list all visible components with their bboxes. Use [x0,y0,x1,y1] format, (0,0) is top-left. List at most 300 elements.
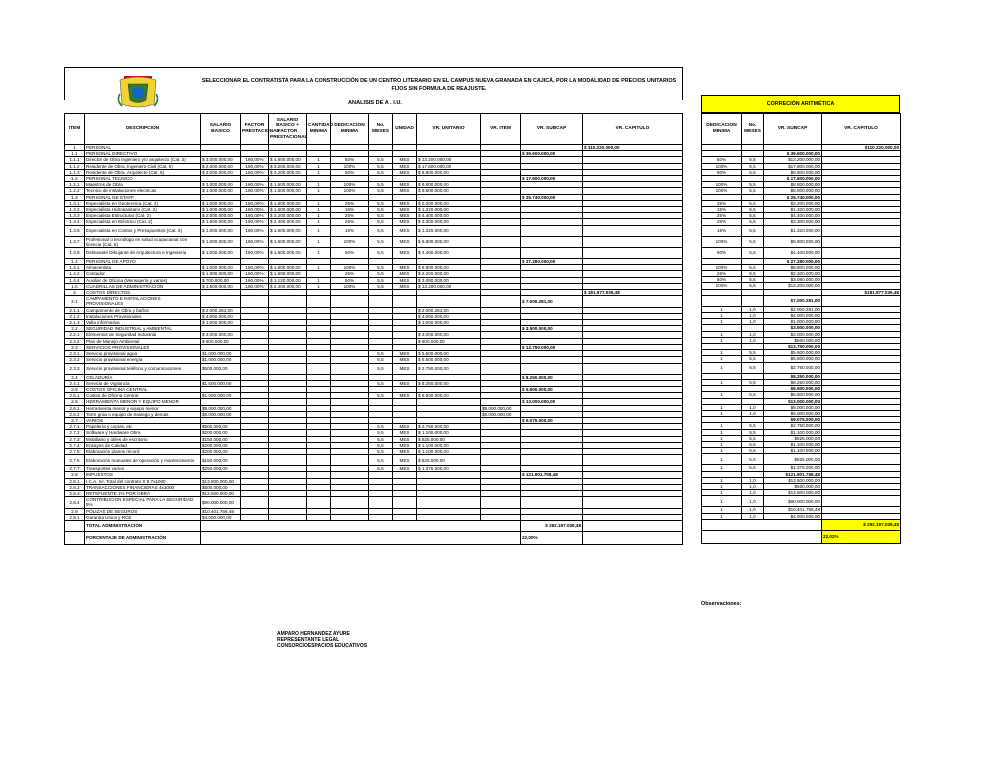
cell-c_capitulo: $181.977.039,48 [822,289,901,295]
cell-meses: 5,5 [369,188,393,194]
cell-sbf: $ 1.600.000,00 [269,207,307,213]
cell-c_meses: 5,5 [742,448,764,454]
cell-item: 1.1.1 [65,157,85,163]
cell-c_subcap: $8.800.000,00 [764,264,822,270]
cell-factor: 160,00% [241,225,269,236]
cell-item: 1.5 [65,283,85,289]
cell-unidad: MES [393,363,417,374]
corr-col-ded: DEDICACION MINIMA [702,114,742,145]
cell-subcap: $ 3.500.000,00 [521,326,583,332]
cell-item: 2.2.1 [65,332,85,338]
table-body [65,145,683,521]
cell-c_subcap: $3.500.000,00 [764,325,822,331]
cell-salario: $ 2.000.000,00 [201,169,241,175]
cell-salario: $ 1.000.000,00 [201,225,241,236]
cell-subcap: $ 27.280.000,00 [521,259,583,265]
cell-c_ded: 1 [702,356,742,362]
cell-unidad: MES [393,236,417,247]
correction-header-row [702,114,901,145]
cell-c_meses: 5,5 [742,169,764,175]
cell-salario: $ 1.000.000,00 [201,207,241,213]
cell-c_subcap: $1.320.000,00 [764,207,822,213]
cell-salario: $ 500.000,00 [201,338,241,344]
cell-sbf: $ 1.600.000,00 [269,236,307,247]
cell-desc: Tecnico de instalaciones electricas [85,188,201,194]
cell-c_meses: 5,5 [742,441,764,447]
cell-c_meses: 5,5 [742,271,764,277]
cell-c_subcap: $8.800.000,00 [764,169,822,175]
col-item: ITEM [65,114,85,145]
cell-vunit: $ 1.100.000,00 [417,442,481,448]
cell-subcap: $ 8.250.000,00 [521,374,583,380]
cell-item: 1.1.2 [65,163,85,169]
cell-factor: 160,00% [241,265,269,271]
cell-c_meses: 5,5 [742,362,764,373]
cell-sbf: $ 4.800.000,00 [269,157,307,163]
cell-c_ded: 1 [702,429,742,435]
cell-c_ded: 50% [702,157,742,163]
cell-item: 2.8.2 [65,484,85,490]
cell-factor: 160,00% [241,248,269,259]
cell-desc: PÓLIZAS DE SEGUROS [85,508,201,514]
cell-c_subcap: $ 27.280.000,00 [764,258,822,264]
cell-unidad: MES [393,357,417,363]
cell-c_subcap: $1.100.000,00 [764,448,822,454]
cell-unidad: MES [393,271,417,277]
cell-c_ded: 1 [702,410,742,416]
cell-c_subcap: $1.320.000,00 [764,225,822,236]
cell-vitem [481,296,521,307]
observations-label: Observaciones: [701,601,742,607]
cell-salario: $500.000,00 [201,484,241,490]
cell-item: 2.8.3 [65,490,85,496]
percentage-value: 22,00% [521,531,583,544]
cell-meses: 5,5 [369,225,393,236]
cell-meses: 5,5 [369,236,393,247]
cell-unidad [393,497,417,508]
cell-meses: 5,5 [369,380,393,386]
cell-factor [241,363,269,374]
cell-ded: 50% [331,157,369,163]
cell-c_ded: 1 [702,507,742,513]
cell-item: 1.3.4 [65,219,85,225]
cell-subcap [521,236,583,247]
cell-vunit: $ 5.500.000,00 [417,393,481,399]
cell-salario: $ 1.000.000,00 [201,236,241,247]
percentage-label: PORCENTAJE DE ADMINISTRACIÓN [85,531,201,544]
cell-vunit: $ 1.000.000,00 [417,320,481,326]
cell-vunit: $ 1.100.000,00 [417,430,481,436]
cell-salario: $200.000,00 [201,448,241,454]
cell-unidad: MES [393,466,417,472]
cell-desc: Auxiliar de Oficina (Mensajería y varios) [85,277,201,283]
cell-desc: Contador [85,271,201,277]
cell-ded: 100% [331,182,369,188]
cell-desc: CELADURÍA [85,374,201,380]
cell-salario: $4.000.000,00 [201,514,241,520]
cell-meses: 5,5 [369,283,393,289]
cell-c_subcap: $8.800.000,00 [764,236,822,247]
cell-desc: CUADRILLAS DE ADMINISTRACIÓN [85,283,201,289]
cell-unidad: MES [393,219,417,225]
cell-c_ded: 1 [702,362,742,373]
cell-vunit: $ 3.300.000,00 [417,219,481,225]
cell-salario: $ 1.500.000,00 [201,283,241,289]
cell-c_capitulo [822,454,901,465]
cell-vunit: $ 4.400.000,00 [417,213,481,219]
cell-subcap [521,497,583,508]
cell-desc: Servicio provisional agua [85,351,201,357]
col-desc: DESCRIPCION [85,114,201,145]
cell-c_subcap: $4.000.000,00 [764,313,822,319]
cell-c_meses: 5,5 [742,454,764,465]
cell-ded: 100% [331,236,369,247]
cell-item: 2.1.1 [65,307,85,313]
cell-c_meses: 5,5 [742,188,764,194]
cell-item: 2.4 [65,374,85,380]
cell-c_subcap: $1.375.000,00 [764,465,822,471]
cell-vunit: $ 1.100.000,00 [417,448,481,454]
cell-item: 1.3.6 [65,225,85,236]
cell-c_ded: 50% [702,169,742,175]
cell-vunit: $ 3.080.000,00 [417,277,481,283]
cell-c_ded: 1 [702,513,742,519]
corr-col-meses: No. MESES [742,114,764,145]
cell-c_ded: 1 [702,337,742,343]
cell-unidad: MES [393,188,417,194]
cell-c_meses: 5,5 [742,207,764,213]
cell-c_ded: 25% [702,219,742,225]
cell-meses: 5,5 [369,351,393,357]
cell-c_ded: 50% [702,247,742,258]
cell-c_subcap: $13.200.000,00 [764,283,822,289]
cell-c_meses: 5,5 [742,435,764,441]
cell-ded: 50% [331,248,369,259]
correction-percentage-value: 22,02% [822,530,901,543]
cell-unidad: MES [393,448,417,454]
cell-meses: 5,5 [369,363,393,374]
cell-unidad: MES [393,182,417,188]
cell-vunit: $ 2.750.000,00 [417,424,481,430]
cell-c_meses: 1,0 [742,313,764,319]
correction-row [702,225,901,236]
cell-desc: Campamento de Obra y baños [85,307,201,313]
cell-c_meses: 1,0 [742,306,764,312]
cell-capitulo [583,248,683,259]
cell-factor: 160,00% [241,219,269,225]
cell-salario: $ 4.000.000,00 [201,313,241,319]
cell-item: 2.8.1 [65,478,85,484]
cell-c_subcap: $2.200.000,00 [764,200,822,206]
cell-c_meses: 1,0 [742,507,764,513]
cell-meses: 5,5 [369,182,393,188]
cell-subcap: $ 9.075.000,00 [521,417,583,423]
cell-c_meses: 5,5 [742,277,764,283]
total-row [65,520,683,531]
cell-meses: 5,5 [369,455,393,466]
cell-factor [241,296,269,307]
cell-ded: 15% [331,207,369,213]
cell-ded: 25% [331,219,369,225]
table-header-row [65,114,683,145]
cell-c_meses: 5,5 [742,356,764,362]
cell-c_ded [702,295,742,306]
cell-subcap: $ 5.500.000,00 [521,386,583,392]
cell-c_meses: 5,5 [742,264,764,270]
col-ded: DEDICACION MINIMA [331,114,369,145]
cell-item: 2 [65,290,85,296]
cell-item: 2.9 [65,508,85,514]
cell-item: 1.4.1 [65,265,85,271]
cell-sbf: $ 1.600.000,00 [269,182,307,188]
cell-meses: 5,5 [369,271,393,277]
cell-ded: 25% [331,213,369,219]
cell-c_subcap: $3.080.000,00 [764,277,822,283]
cell-ded [331,497,369,508]
cell-unidad: MES [393,442,417,448]
cell-vunit: $ 1.320.000,00 [417,225,481,236]
cell-item: 2.2.2 [65,338,85,344]
cell-unidad: MES [393,157,417,163]
cell-sbf [269,455,307,466]
col-vunit: VR. UNITARIO [417,114,481,145]
cell-salario: $200.000,00 [201,430,241,436]
cell-subcap: $ 13.750.000,00 [521,344,583,350]
col-meses: No. MESES [369,114,393,145]
col-unidad: UNIDAD [393,114,417,145]
cell-unidad: MES [393,225,417,236]
correction-row [702,496,901,507]
cell-c_subcap: $ 25.740.000,00 [764,194,822,200]
table-row [65,296,683,307]
cell-sbf: $ 2.400.000,00 [269,219,307,225]
cell-c_subcap: $2.750.000,00 [764,362,822,373]
cell-c_subcap: $4.400.000,00 [764,213,822,219]
cell-c_ded: 100% [702,236,742,247]
cell-capitulo [583,225,683,236]
cell-salario: $250.000,00 [201,466,241,472]
cell-c_capitulo: $110.220.000,00 [822,145,901,151]
cell-desc: I.C.A. Ivr. Total del contrato X 9.7x1000 [85,478,201,484]
cell-desc: Ensayos de Calidad [85,442,201,448]
cell-unidad: MES [393,207,417,213]
signature-role: REPRESENTANTE LEGAL [277,637,340,643]
cell-meses: 5,5 [369,207,393,213]
cell-item: 2.7.3 [65,436,85,442]
cell-c_ded: 100% [702,188,742,194]
cell-item: 1.4 [65,259,85,265]
cell-unidad: MES [393,436,417,442]
cell-sbf: $ 3.200.000,00 [269,169,307,175]
cell-ded: 25% [331,271,369,277]
cell-desc: PERSONAL DIRECTIVO [85,151,201,157]
cell-cant: 1 [307,248,331,259]
cell-desc: Especialista en Geotecnica (Cat. 2) [85,200,201,206]
cell-c_subcap: $500.000,00 [764,337,822,343]
cell-item: 2.7.4 [65,442,85,448]
cell-c_subcap: $80.000.000,00 [764,496,822,507]
cell-desc: Especialista Estructurar (Cat. 2) [85,213,201,219]
aiu-table [64,113,683,545]
cell-sbf: $ 3.200.000,00 [269,213,307,219]
cell-vitem [481,497,521,508]
cell-unidad: MES [393,393,417,399]
cell-c_meses: 5,5 [742,392,764,398]
cell-cant: 1 [307,265,331,271]
cell-desc: Residente de Obra, Ingeniero Civil (Cat. 5) [85,163,201,169]
cell-salario: $150.000,00 [201,436,241,442]
cell-item: 2.2 [65,326,85,332]
cell-desc: Especialista en Costos y Presupuestos (Cat. 5) [85,225,201,236]
cell-vunit: $ 825.000,00 [417,436,481,442]
cell-c_meses: 1,0 [742,319,764,325]
cell-item: 2.7.7 [65,466,85,472]
cell-cant: 1 [307,277,331,283]
cell-desc: COSTOS OFICINA CENTRAL [85,386,201,392]
cell-c_meses: 5,5 [742,213,764,219]
cell-cant: 1 [307,207,331,213]
cell-capitulo [583,497,683,508]
cell-desc: Especialista Hidrosanitario (Cat. 2) [85,207,201,213]
cell-subcap: $ 39.600.000,00 [521,151,583,157]
cell-c_subcap: $121.901.758,48 [764,471,822,477]
cell-c_subcap: $1.100.000,00 [764,429,822,435]
cell-item: 2.8.4 [65,497,85,508]
cell-c_ded: 1 [702,477,742,483]
cell-sbf [269,497,307,508]
cell-ded: 100% [331,265,369,271]
cell-desc: Instalaciones Provisionales [85,313,201,319]
cell-desc: Garantía Única y RCE [85,514,201,520]
cell-item: 2.7.6 [65,455,85,466]
total-label: TOTAL ADMINISTRACIÓN [85,520,201,531]
cell-item: 1.3.3 [65,213,85,219]
cell-c_subcap: $2.200.000,00 [764,271,822,277]
cell-cant [307,363,331,374]
cell-vitem [481,248,521,259]
cell-salario: $1.000.000,00 [201,357,241,363]
cell-c_subcap: $13.000.000,00 [764,398,822,404]
cell-c_subcap: $13.750.000,00 [764,344,822,350]
cell-c_meses: 5,5 [742,429,764,435]
cell-item: 1.4.2 [65,271,85,277]
cell-vunit: $ 8.800.000,00 [417,169,481,175]
cell-c_meses: 5,5 [742,236,764,247]
cell-meses: 5,5 [369,466,393,472]
cell-vitem [481,236,521,247]
cell-c_capitulo [822,295,901,306]
cell-desc: Almacenista [85,265,201,271]
cell-item: 2.5.1 [65,393,85,399]
cell-item: 2.1 [65,296,85,307]
cell-c_ded: 1 [702,392,742,398]
cell-vunit: $ 4.400.000,00 [417,248,481,259]
cell-item: 1.2.1 [65,182,85,188]
cell-c_subcap: $5.500.000,00 [764,350,822,356]
cell-c_subcap: $13.200.000,00 [764,157,822,163]
cell-item: 1.2.2 [65,188,85,194]
cell-meses: 5,5 [369,448,393,454]
correction-percentage-row [702,530,901,543]
cell-vunit: $ 2.200.000,00 [417,200,481,206]
cell-c_meses [742,295,764,306]
cell-vunit: $ 17.600.000,00 [417,163,481,169]
cell-salario: $5.000.000,00 [201,411,241,417]
cell-sbf: $ 1.600.000,00 [269,188,307,194]
cell-item: 2.1.2 [65,313,85,319]
cell-c_ded: 1 [702,306,742,312]
cell-item: 2.3.1 [65,351,85,357]
cell-sbf: $ 1.600.000,00 [269,248,307,259]
cell-desc: PERSONAL DE STAFF [85,194,201,200]
cell-c_meses: 1,0 [742,410,764,416]
cell-subcap [521,225,583,236]
cell-desc: Elaboración planos récord [85,448,201,454]
cell-c_meses: 5,5 [742,247,764,258]
cell-c_ded: 1 [702,379,742,385]
cell-sbf: $ 2.400.000,00 [269,283,307,289]
cell-vunit: $ 8.800.000,00 [417,236,481,247]
cell-factor: 160,00% [241,213,269,219]
cell-salario: $ 1.000.000,00 [201,320,241,326]
corr-col-subcap: VR. SUBCAP [764,114,822,145]
cell-factor [241,455,269,466]
cell-c_subcap: $17.600.000,00 [764,163,822,169]
cell-desc: Especialista en Eléctrico (Cat. 2) [85,219,201,225]
cell-desc: COSTOS DIRECTOS [85,290,201,296]
cell-c_ded: 1 [702,423,742,429]
cell-desc: Mobiliario y útiles de escritorio [85,436,201,442]
cell-desc: VARIOS [85,417,201,423]
cell-item: 1.3 [65,194,85,200]
cell-unidad: MES [393,163,417,169]
cell-c_capitulo [822,247,901,258]
cell-desc: Torre grúa o equipo de trasiego y demás [85,411,201,417]
cell-desc: Director de Obra Ingeniero y/o arquitecto (Cat. 2) [85,157,201,163]
cell-desc: Papelería y copias, etc [85,424,201,430]
cell-unidad: MES [393,277,417,283]
cell-c_meses: 5,5 [742,350,764,356]
cell-c_subcap: $5.500.000,00 [764,392,822,398]
cell-c_ded: 25% [702,213,742,219]
cell-desc: Servicio provisional teléfono y comunicaciones [85,363,201,374]
cell-sbf: $ 1.120.000,00 [269,277,307,283]
cell-desc: Plan de Manejo Ambiental [85,338,201,344]
cell-sbf: $ 1.600.000,00 [269,265,307,271]
cell-subcap [521,363,583,374]
cell-c_meses: 1,0 [742,496,764,507]
cell-ded: 100% [331,188,369,194]
cell-salario: $ 1.000.000,00 [201,182,241,188]
cell-c_subcap: $8.800.000,00 [764,188,822,194]
total-value: $ 292.197.039,48 [521,520,583,531]
cell-unidad: MES [393,424,417,430]
cell-c_subcap: $825.000,00 [764,435,822,441]
cell-c_meses: 1,0 [742,337,764,343]
cell-c_subcap: $9.075.000,00 [764,417,822,423]
cell-desc: Transportes varios [85,466,201,472]
cell-ded: 15% [331,225,369,236]
cell-desc: HERRAMIENTA MENOR Y EQUIPO MENOR [85,399,201,405]
cell-salario: $ 2.000.000,00 [201,163,241,169]
cell-c_subcap: $8.250.000,00 [764,379,822,385]
cell-c_subcap: $8.000.000,00 [764,404,822,410]
cell-c_subcap: $825.000,00 [764,454,822,465]
cell-meses: 5,5 [369,248,393,259]
cell-capitulo [583,236,683,247]
cell-c_meses: 5,5 [742,423,764,429]
cell-salario: $500.000,00 [201,424,241,430]
